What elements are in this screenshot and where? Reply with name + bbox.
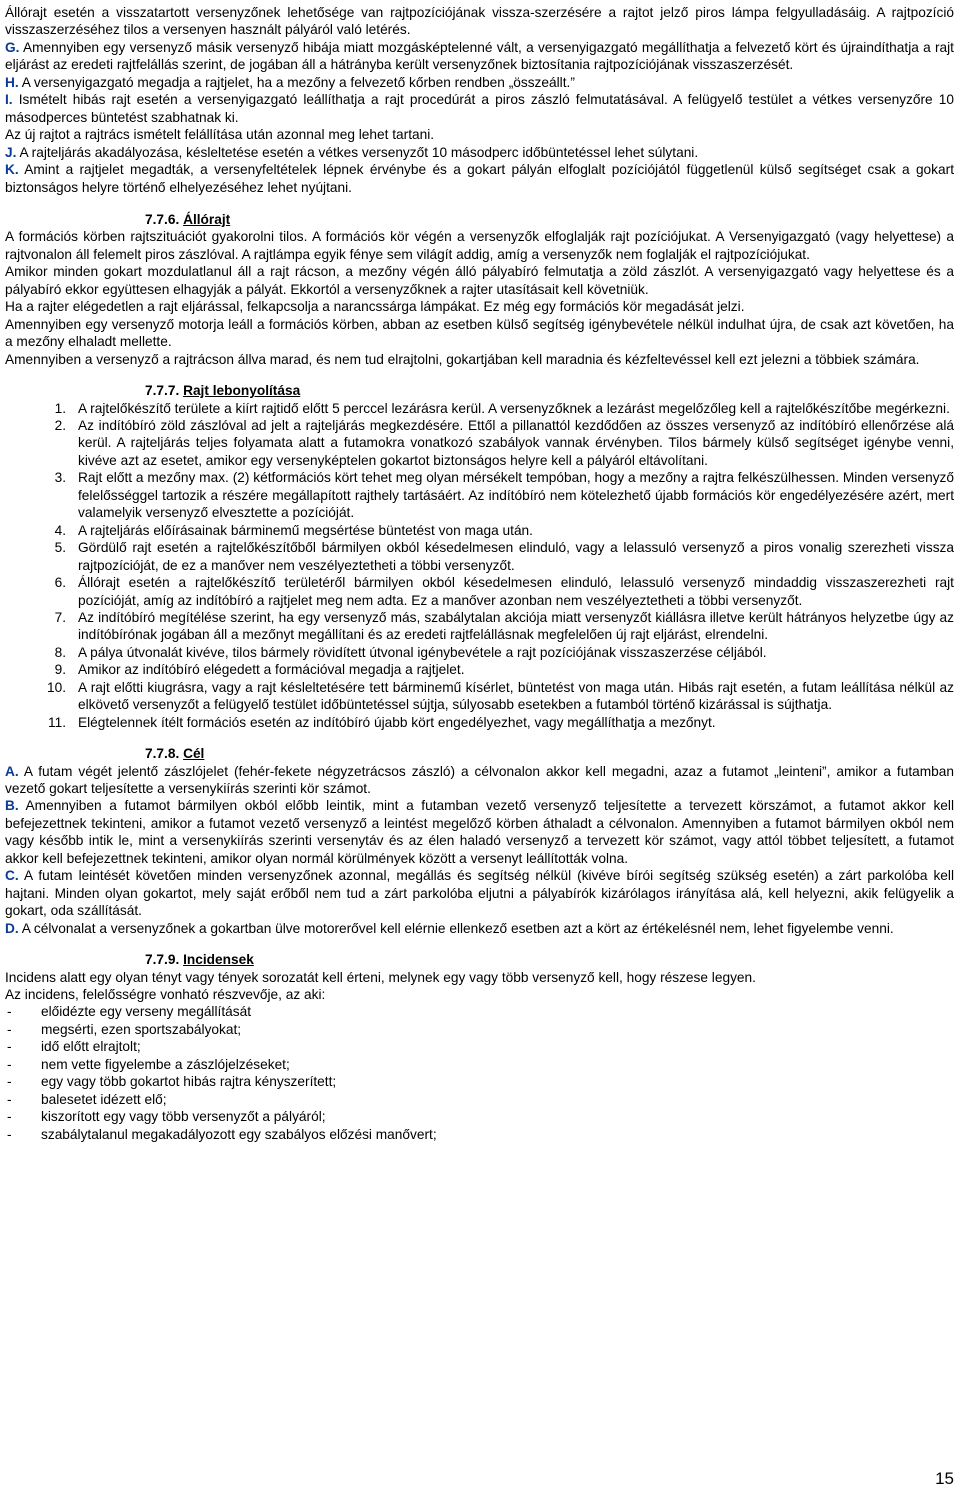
section-heading-778 [5, 745, 954, 762]
label-b: B. [5, 798, 19, 814]
text-j: A rajteljárás akadályozása, késleltetése esetén a vétkes versenyzőt 10 másodperc időbüntetéssel lehet súlytani. [16, 144, 699, 160]
label-h: H. [5, 74, 19, 90]
list-item-text: Amikor az indítóbíró elégedett a formációval megadja a rajtjelet. [78, 662, 465, 678]
label-i: I. [5, 92, 13, 108]
list-item [5, 714, 954, 731]
text-d: A célvonalat a versenyzőnek a gokartban ülve motorerővel kell elérnie ellenkező esetben azt a kört az értékelésnél nem, lehet figyelembe venni. [18, 920, 894, 936]
list-item-text: Az indítóbíró zöld zászlóval ad jelt a rajteljárás megkezdésére. Ettől a pillanattól kezdődően az összes versenyző az indítóbíró ellenőrzése alá kerül. A rajteljárás teljes folyamata alatt a futamokra vonatkozó szabályok vannak érvényben. Tilos bármely külső segítséget igénybe venni, kivéve azt az esetet, amikor egy versenyképtelen gokartot biztonságos helyre kell a pályáról eltávolítani. [78, 417, 954, 468]
list-item: - szabálytalanul megakadályozott egy szabályos előzési manővert; [5, 1126, 954, 1143]
list-item-number: 2. [54, 417, 66, 433]
list-item-number: 4. [54, 522, 66, 538]
paragraph-g [5, 39, 954, 74]
list-item-number: 6. [54, 575, 66, 591]
list-item-number: 7. [54, 609, 66, 625]
list-item: - megsérti, ezen sportszabályokat; [5, 1021, 954, 1038]
label-g: G. [5, 39, 20, 55]
paragraph-c [5, 867, 954, 919]
list-item: - balesetet idézett elő; [5, 1091, 954, 1108]
text-i: Ismételt hibás rajt esetén a versenyigazgató leállíthatja a rajt procedúrát a piros zászló felmutatásával. A felügyelő testület a vétkes versenyzőre 10 másodperces büntetést szabhatnak ki. [5, 92, 954, 125]
list-item: - nem vette figyelembe a zászlójelzéseket; [5, 1056, 954, 1073]
page-number: 15 [935, 1468, 954, 1488]
list-item [5, 522, 954, 539]
text-a: A futam végét jelentő zászlójelet (fehér-fekete négyzetrácsos zászló) a célvonalon akkor kell megadni, azaz a futamot „leinteni”, amikor a futamban vezető gokart teljesítette a versenykiírás szerinti kör számot. [5, 763, 954, 797]
section-title: Incidensek [183, 952, 254, 968]
numbered-list-777 [5, 400, 954, 732]
paragraph-i-cont: Az új rajtot a rajtrács ismételt felállítása után azonnal meg lehet tartani. [5, 127, 435, 143]
section-heading-777 [5, 382, 954, 399]
list-item-number: 1. [54, 400, 66, 416]
paragraph-776: A formációs körben rajtszituációt gyakorolni tilos. A formációs kör végén a versenyzők elfoglalják rajt pozíciójukat. A Versenyigazgató (vagy helyettese) a rajtvonalon áll felemelt piros zászlóval. A rajtlámpa egyik fénye sem világít addig, amíg a versenyzők nem foglalják el rajtpozíciójukat. [5, 229, 954, 262]
list-item-text: Állórajt esetén a rajtelőkészítő területéről bármilyen okból késedelmesen elinduló, lelassuló versenyző mindaddig visszaszerezheti rajt pozícióját, amíg az indítóbíró a rajtjelet meg nem adta. Ez a manőver azonban nem veszélyeztetheti a többi versenyzőt. [78, 575, 954, 608]
paragraph-intro: Állórajt esetén a visszatartott versenyzőnek lehetősége van rajtpozíciójának vissza-szerzésére a rajtot jelző piros lámpa felgyulladásáig. A rajtpozíció visszaszerzéséhez tilos a versenyen használt pályáról való letérés. [5, 5, 954, 38]
section-number: 7.7.9. [145, 952, 184, 968]
list-item-text: A pálya útvonalát kivéve, tilos bármely rövidített útvonal igénybevétele a rajt pozíciójának visszaszerzése céljából. [78, 644, 767, 660]
paragraph-a [5, 763, 954, 798]
list-item-text: Rajt előtt a mezőny max. (2) kétformációs kört tehet meg olyan mérsékelt tempóban, hogy a mezőny a rajtra felkészülhessen. Minden versenyző felelősséggel tartozik a részére megállapított rajthely tartásáért. Az indítóbíró nem kötelezhető újabb formációs kör engedélyezésére azért, mert valamelyik versenyző elvesztette a pozícióját. [78, 470, 954, 521]
paragraph-incidens-intro: Az incidens, felelősségre vonható részvevője, az aki: [5, 987, 326, 1003]
list-item [5, 469, 954, 521]
section-number: 7.7.6. [145, 211, 184, 227]
list-item [5, 417, 954, 469]
paragraph-h [5, 74, 954, 91]
list-item-text: A rajt előtti kiugrásra, vagy a rajt késleltetésére tett bárminemű kísérlet, büntetést von maga után. Hibás rajt esetén, a futam leállítása nélkül az elkövető versenyzőt a felügyelő testület időbüntetéssel sújtja, súlyosabb esetekben a futamból történő kizárással is sújthatja. [78, 679, 954, 713]
section-number: 7.7.7. [145, 383, 184, 399]
list-item: - előidézte egy verseny megállítását [5, 1003, 954, 1020]
list-item-text: A rajteljárás előírásainak bárminemű megsértése büntetést von maga után. [78, 522, 533, 538]
list-item-number: 10. [46, 679, 66, 695]
label-k: K. [5, 162, 19, 178]
paragraph-k [5, 161, 954, 196]
label-j: J. [5, 144, 17, 160]
label-d: D. [5, 920, 19, 936]
list-item-text: Gördülő rajt esetén a rajtelőkészítőből bármilyen okból késedelmesen elinduló, vagy a lelassuló versenyző a piros vonalig szerezheti vissza rajtpozícióját, de ez a manőver nem veszélyeztetheti a többi versenyzőt. [78, 540, 954, 573]
list-item [5, 661, 954, 678]
text-b: Amennyiben a futamot bármilyen okból előbb leintik, mint a futamban vezető versenyző teljesítette a tervezett körszámot, a futamot akkor kell befejezettnek tekinteni, amikor a futamot vezető versenyző a leintést megelőző körben áthaladt a célvonalon. Amennyiben a futamot bármilyen okból nem vagy később intik le, mint a versenykiírás szerinti versenytáv és az élen haladó versenyző a tervezett kör számot, vagy attól többet teljesített, a futamot akkor kell befejezettnek tekinteni, amikor olyan normál körülmények között a versenyt leállították volna. [5, 798, 954, 866]
section-title: Cél [183, 746, 205, 762]
paragraph-776: Amennyiben a versenyző a rajtrácson állva marad, és nem tud elrajtolni, gokartjában kell maradnia és kézfeltevéssel kell ezt jelezni a többiek számára. [5, 351, 920, 367]
list-item-number: 9. [54, 662, 66, 678]
list-item [5, 644, 954, 661]
list-item [5, 400, 954, 417]
list-item-text: Az indítóbíró megítélése szerint, ha egy versenyző más, szabálytalan akciója miatt versenyzőt kiállásra illetve került hátrányos helyzetbe úgy az indítóbírónak jogában áll a mezőnyt megállítani és az eredeti rajtfelállásnak megfelelően új rajt eljárást, elrendelni. [78, 609, 954, 643]
section-title: Rajt lebonyolítása [183, 383, 301, 399]
paragraph-776: Ha a rajter elégedetlen a rajt eljárással, felkapcsolja a narancssárga lámpákat. Ez még egy formációs kör megadását jelzi. [5, 299, 745, 315]
label-c: C. [5, 868, 19, 884]
paragraph-b [5, 797, 954, 867]
text-k: Amint a rajtjelet megadták, a versenyfeltételek lépnek érvénybe és a gokart pályán elfoglalt pozíciójától függetlenül külső segítséget csak a gokart biztonságos helyre történő elhelyezéséhez lehet nyújtani. [5, 162, 954, 195]
paragraph-776: Amikor minden gokart mozdulatlanul áll a rajt rácson, a mezőny végén álló pályabíró felmutatja a zöld zászlót. A versenyigazgató vagy helyettese és a pályabíró ekkor együttesen elhagyják a pályát. Ekkortól a versenyzőknek a rajter utasításait kell követniük. [5, 264, 954, 297]
list-item-number: 11. [47, 714, 66, 730]
text-h: A versenyigazgató megadja a rajtjelet, ha a mezőny a felvezető kőrben rendben „összeállt.” [18, 74, 575, 90]
list-item-text: A rajtelőkészítő területe a kiírt rajtidő előtt 5 perccel lezárásra kerül. A versenyzőknek a lezárást megelőzőleg kell a rajtelőkészítőbe megérkezni. [78, 400, 950, 416]
list-item-text: Elégtelennek ítélt formációs esetén az indítóbíró újabb kört engedélyezhet, vagy megállíthatja a mezőnyt. [78, 714, 716, 730]
paragraph-i [5, 91, 954, 126]
list-item: - kiszorított egy vagy több versenyzőt a pályáról; [5, 1108, 954, 1125]
section-body-776 [5, 228, 954, 368]
paragraph-d [5, 920, 954, 937]
paragraph-j [5, 144, 954, 161]
label-a: A. [5, 763, 19, 779]
text-g: Amennyiben egy versenyző másik versenyző hibája miatt mozgásképtelenné vált, a versenyigazgató megállíthatja a felvezető kört és újraindíthatja a rajt eljárást az eredeti rajtfelállás szerint, de jogában áll a hátrányba került versenyzőnek biztosítania rajtpozíciójának visszaszerzését. [5, 39, 954, 73]
section-heading-776 [5, 211, 954, 228]
list-item [5, 539, 954, 574]
list-item [5, 574, 954, 609]
list-item-number: 8. [54, 644, 66, 660]
dash-list-779 [5, 1003, 954, 1143]
section-heading-779 [5, 951, 954, 968]
list-item-number: 3. [54, 470, 66, 486]
paragraph-incidens-def: Incidens alatt egy olyan tényt vagy tények sorozatát kell érteni, melynek egy vagy több versenyző kell, hogy részese legyen. [5, 969, 756, 985]
section-title: Állórajt [183, 211, 231, 227]
list-item: - egy vagy több gokartot hibás rajtra kényszerített; [5, 1073, 954, 1090]
list-item [5, 609, 954, 644]
list-item: - idő előtt elrajtolt; [5, 1038, 954, 1055]
section-number: 7.7.8. [145, 746, 184, 762]
list-item [5, 679, 954, 714]
text-c: A futam leintését követően minden versenyzőnek azonnal, megállás és segítség nélkül (kivéve bírói segítség szükség esetén) a zárt parkolóba kell hajtani. Minden olyan gokartot, mely saját erőből nem tud a zárt parkolóba eljutni a pályabírók kizárólagos irányítása alá, kell helyezni, akik felügyelik a gokart, oda szállítását. [5, 868, 954, 919]
paragraph-776: Amennyiben egy versenyző motorja leáll a formációs körben, abban az esetben külső segítség igénybevétele nélkül indulhat újra, de csak azt követően, ha a mezőny elhaladt mellette. [5, 316, 954, 350]
list-item-number: 5. [54, 540, 66, 556]
